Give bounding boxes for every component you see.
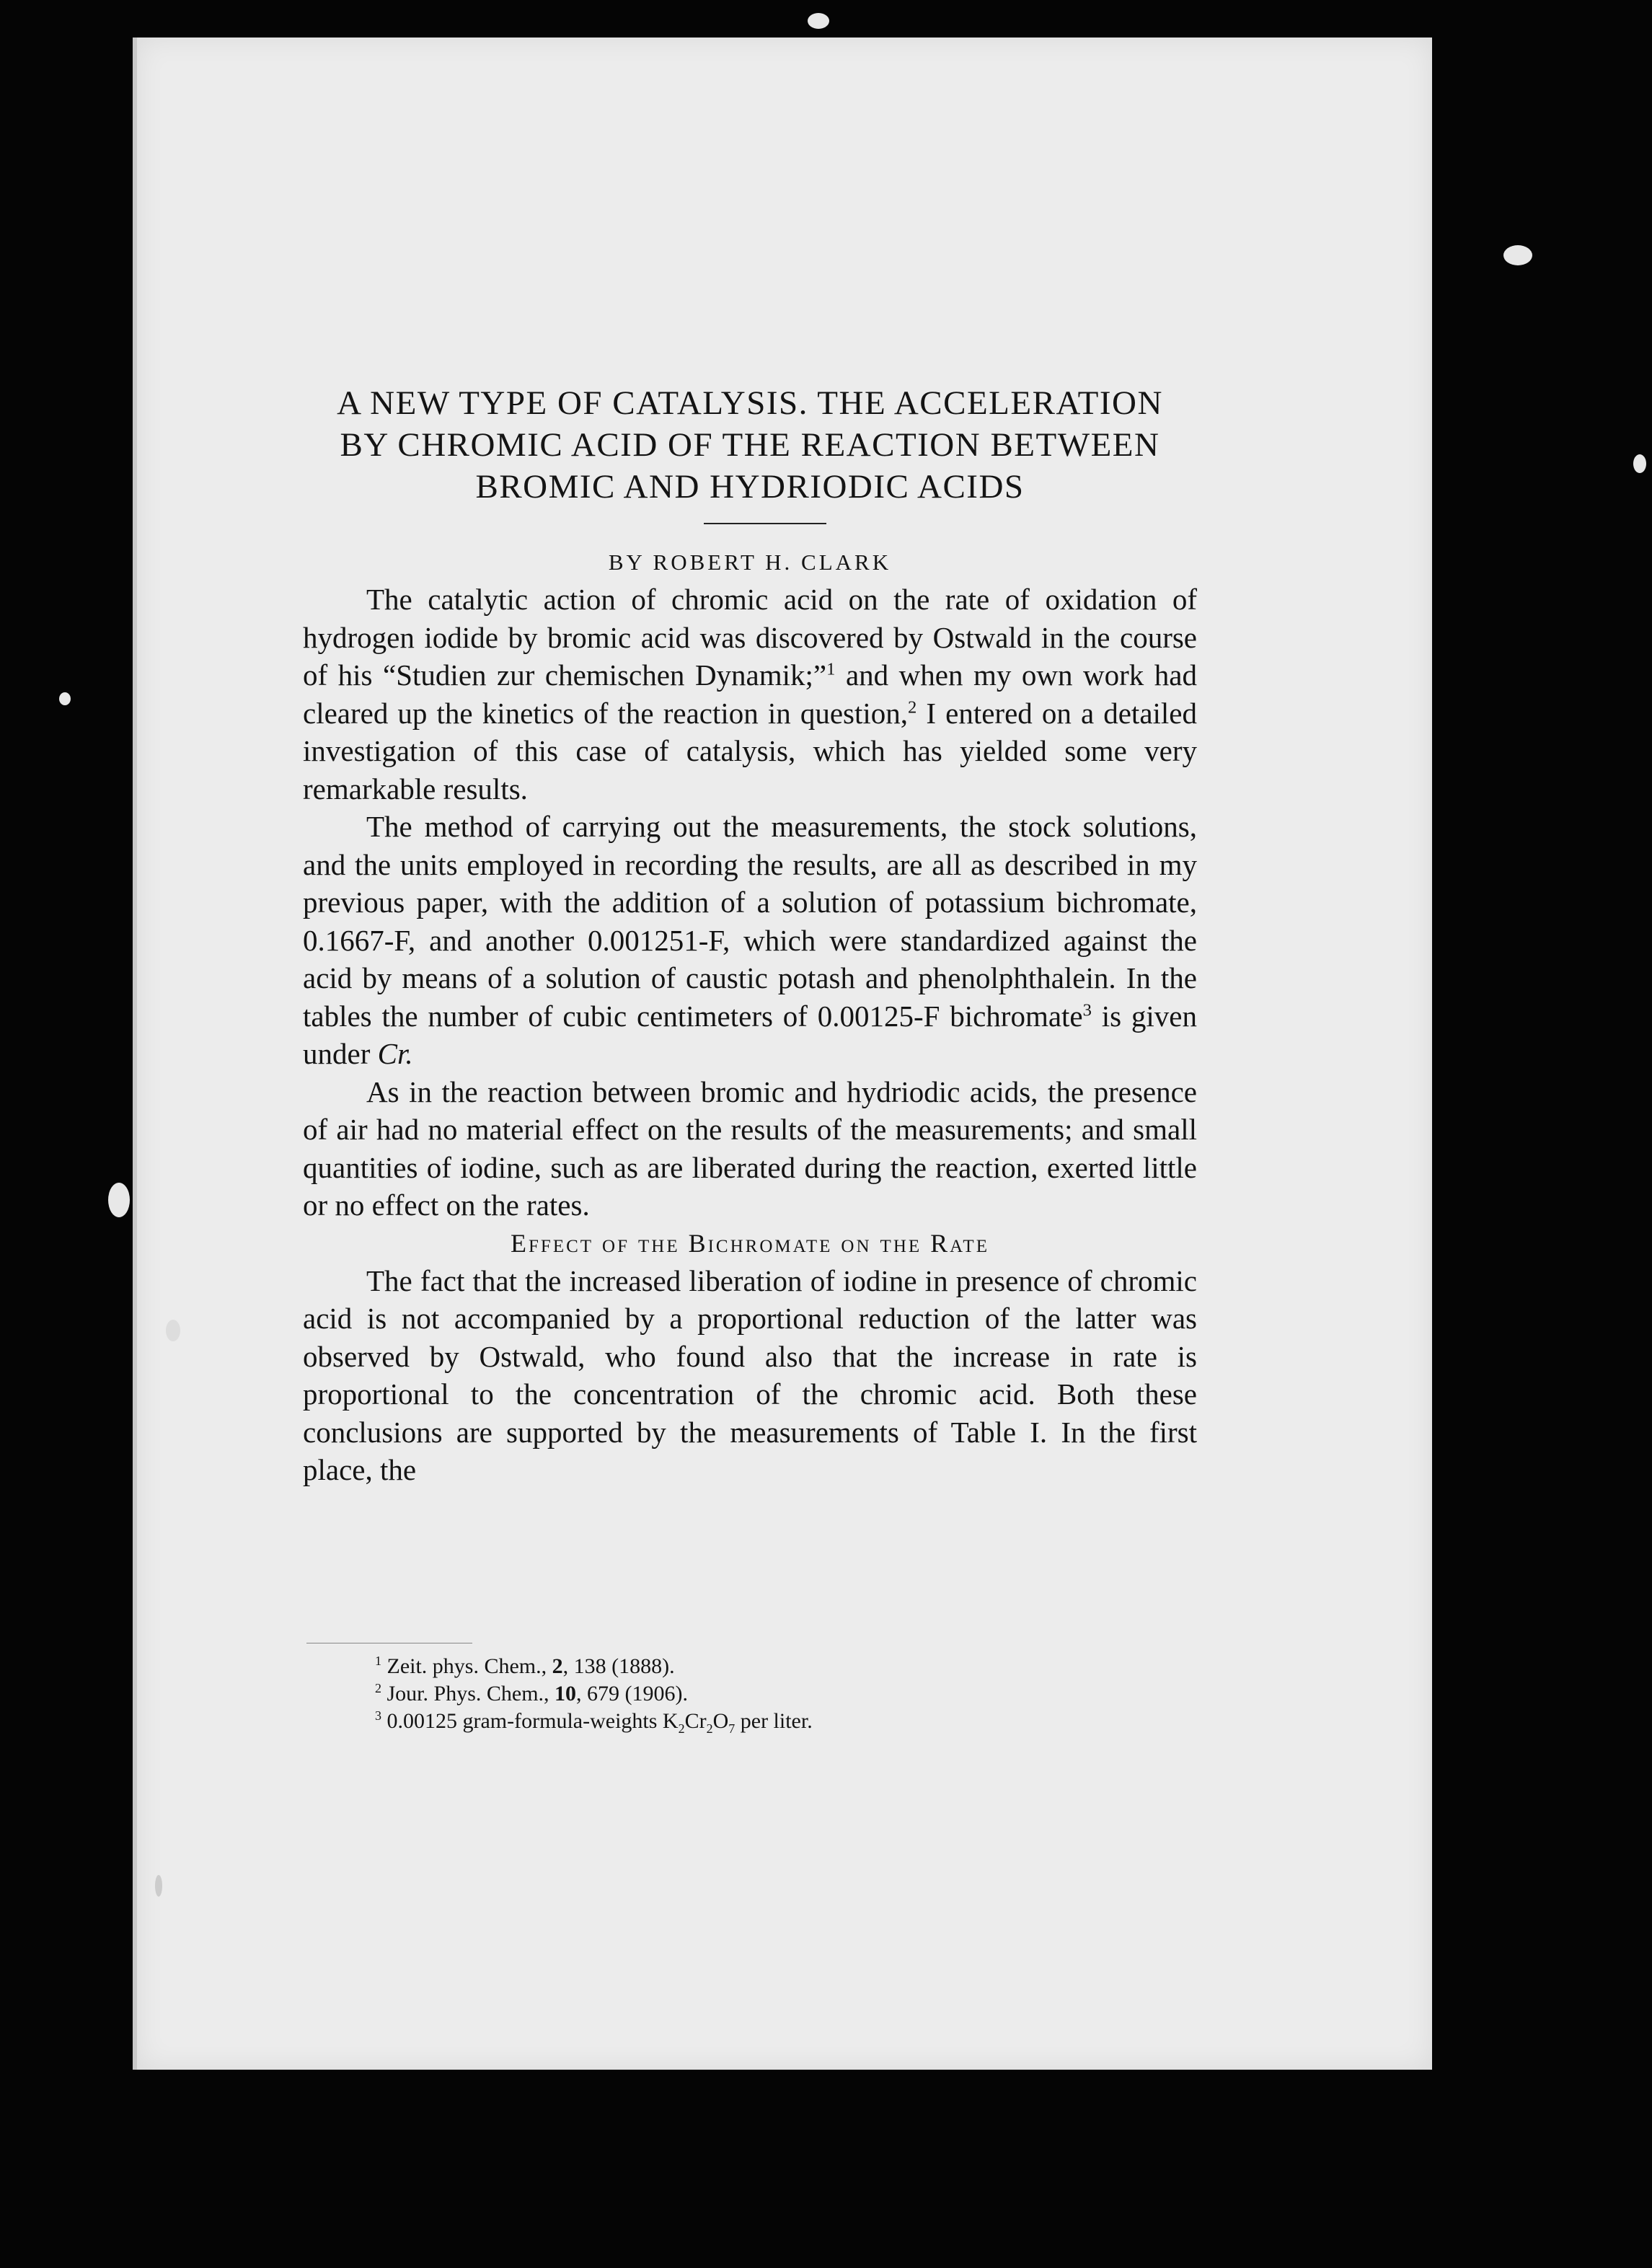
scan-speck	[108, 1183, 130, 1217]
scan-speck	[808, 13, 829, 29]
footnote-1: $^1$ Zeit. phys. Chem., 2, 138 (1888).	[375, 1654, 675, 1678]
author-byline: BY ROBERT H. CLARK	[608, 550, 892, 575]
scan-speck	[59, 692, 71, 705]
footnotes	[375, 1653, 1096, 1735]
title-line-3: BROMIC AND HYDRIODIC ACIDS	[475, 468, 1025, 506]
scan-speck	[155, 1875, 162, 1897]
article-body	[303, 581, 1197, 1489]
article-title	[303, 382, 1197, 508]
scan-speck	[166, 1320, 180, 1341]
title-divider	[704, 523, 826, 524]
scan-speck	[1633, 454, 1646, 473]
footnote-ref-1: 1	[826, 659, 836, 679]
paragraph-1: The catalytic action of chromic acid on the rate of oxidation of hydrogen iodide by bromic acid was discovered by Ostwald in the course of his “Studien zur chemischen Dynamik;”$^1$ and when my own work had cleared up the kinetics of the reaction in question,$^2$ I entered on a detailed investigation of this case of catalysis, which has yielded some very remarkable results.	[303, 583, 1197, 806]
scan-speck	[1503, 245, 1532, 265]
footnote-ref-3: 3	[1082, 1000, 1092, 1020]
paragraph-2: The method of carrying out the measurements, the stock solutions, and the units employed in recording the results, are all as described in my previous paper, with the addition of a solution of potassium bichromate, 0.1667-F, and another 0.001251-F, which were standardized against the acid by means of a solution of caustic potash and phenolphthalein. In the tables the number of cubic centimeters of 0.00125-F bichromate$^3$ is given under Cr.	[303, 810, 1197, 1070]
title-line-2: BY CHROMIC ACID OF THE REACTION BETWEEN	[340, 426, 1160, 464]
footnote-ref-2: 2	[908, 697, 917, 717]
footnote-2: $^2$ Jour. Phys. Chem., 10, 679 (1906).	[375, 1681, 689, 1706]
title-line-1: A NEW TYPE OF CATALYSIS. THE ACCELERATION	[337, 384, 1163, 422]
paragraph-4: The fact that the increased liberation of iodine in presence of chromic acid is not accompanied by a proportional reduction of the latter was observed by Ostwald, who found also that the increase in rate is proportional to the concentration of the chromic acid. Both these conclusions are supported by the measurements of Table I. In the first place, the	[303, 1263, 1197, 1486]
section-heading: Effect of the Bichromate on the Rate	[511, 1228, 989, 1258]
paragraph-3: As in the reaction between bromic and hydriodic acids, the presence of air had no material effect on the results of the measurements; and small quantities of iodine, such as are liberated during the reaction, exerted little or no effect on the rates.	[303, 1075, 1197, 1222]
footnote-3: $^3$ 0.00125 gram-formula-weights $K_2Cr_2O_7$ per liter.	[375, 1708, 813, 1736]
